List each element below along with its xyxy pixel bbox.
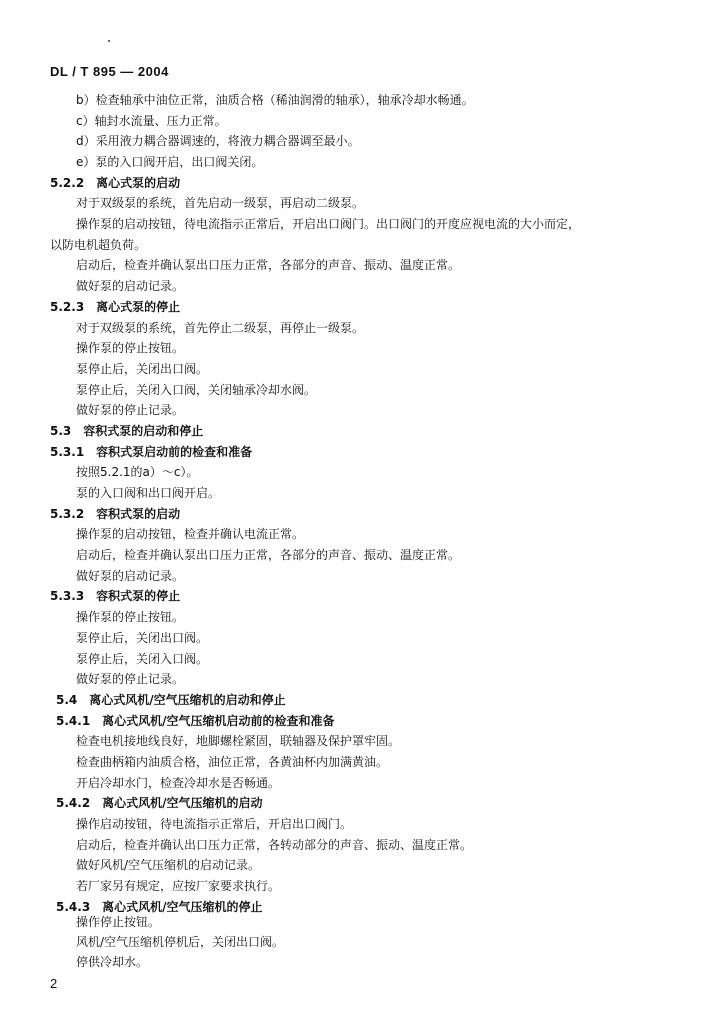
section-heading-5-4-2: 5.4.2 离心式风机/空气压缩机的启动 (56, 796, 263, 810)
section-heading-5-3: 5.3 容积式泵的启动和停止 (50, 424, 204, 438)
section-heading-5-4: 5.4 离心式风机/空气压缩机的启动和停止 (56, 693, 286, 707)
section-heading-5-3-2: 5.3.2 容积式泵的启动 (50, 507, 181, 521)
paragraph: 做好泵的停止记录。 (76, 403, 185, 417)
paragraph: 做好泵的停止记录。 (76, 672, 185, 686)
paragraph: 做好风机/空气压缩机的启动记录。 (76, 858, 261, 872)
paragraph: 启动后，检查并确认泵出口压力正常，各部分的声音、振动、温度正常。 (76, 258, 461, 272)
paragraph: 开启冷却水门，检查冷却水是否畅通。 (76, 776, 281, 790)
paragraph: 操作泵的停止按钮。 (76, 341, 185, 355)
paragraph: 风机/空气压缩机停机后，关闭出口阀。 (76, 935, 285, 949)
section-heading-5-2-2: 5.2.2 离心式泵的启动 (50, 176, 181, 190)
list-item-e: e）泵的入口阀开启，出口阀关闭。 (76, 155, 264, 169)
paragraph: 对于双级泵的系统，首先停止二级泵，再停止一级泵。 (76, 321, 365, 335)
list-item-c: c）轴封水流量、压力正常。 (76, 114, 227, 128)
paragraph: 操作泵的启动按钮，待电流指示正常后，开启出口阀门。出口阀门的开度应视电流的大小而定， (76, 217, 581, 231)
paragraph: 启动后，检查并确认出口压力正常，各转动部分的声音、振动、温度正常。 (76, 838, 473, 852)
paragraph-continuation: 以防电机超负荷。 (50, 238, 147, 252)
section-heading-5-3-3: 5.3.3 容积式泵的停止 (50, 589, 181, 603)
list-item-d: d）采用液力耦合器调速的，将液力耦合器调至最小。 (76, 134, 360, 148)
paragraph: 启动后，检查并确认泵出口压力正常，各部分的声音、振动、温度正常。 (76, 548, 461, 562)
section-heading-5-4-1: 5.4.1 离心式风机/空气压缩机启动前的检查和准备 (56, 714, 335, 728)
paragraph: 泵的入口阀和出口阀开启。 (76, 486, 221, 500)
paragraph: 检查电机接地线良好，地脚螺栓紧固，联轴器及保护罩牢固。 (76, 734, 401, 748)
list-item-b: b）检查轴承中油位正常，油质合格（稀油润滑的轴承），轴承冷却水畅通。 (76, 93, 474, 107)
paragraph: 泵停止后，关闭出口阀。 (76, 362, 209, 376)
paragraph: 停供冷却水。 (76, 955, 149, 969)
paragraph: 操作泵的停止按钮。 (76, 610, 185, 624)
scan-speck (108, 40, 110, 42)
paragraph: 检查曲柄箱内油质合格，油位正常，各黄油杯内加满黄油。 (76, 755, 389, 769)
paragraph: 泵停止后，关闭入口阀。 (76, 652, 209, 666)
paragraph: 操作泵的启动按钮，检查并确认电流正常。 (76, 527, 305, 541)
standard-code-header: DL / T 895 — 2004 (50, 64, 169, 79)
paragraph: 做好泵的启动记录。 (76, 279, 185, 293)
paragraph: 若厂家另有规定，应按厂家要求执行。 (76, 879, 281, 893)
page-number: 2 (50, 976, 58, 991)
paragraph: 按照5.2.1的a）～c）。 (76, 465, 199, 479)
paragraph: 泵停止后，关闭入口阀，关闭轴承冷却水阀。 (76, 383, 317, 397)
paragraph: 泵停止后，关闭出口阀。 (76, 631, 209, 645)
paragraph: 操作停止按钮。 (76, 915, 161, 929)
paragraph: 做好泵的启动记录。 (76, 569, 185, 583)
section-heading-5-4-3: 5.4.3 离心式风机/空气压缩机的停止 (56, 900, 263, 914)
paragraph: 操作启动按钮，待电流指示正常后，开启出口阀门。 (76, 817, 353, 831)
paragraph: 对于双级泵的系统，首先启动一级泵，再启动二级泵。 (76, 196, 365, 210)
section-heading-5-3-1: 5.3.1 容积式泵启动前的检查和准备 (50, 445, 253, 459)
section-heading-5-2-3: 5.2.3 离心式泵的停止 (50, 300, 181, 314)
